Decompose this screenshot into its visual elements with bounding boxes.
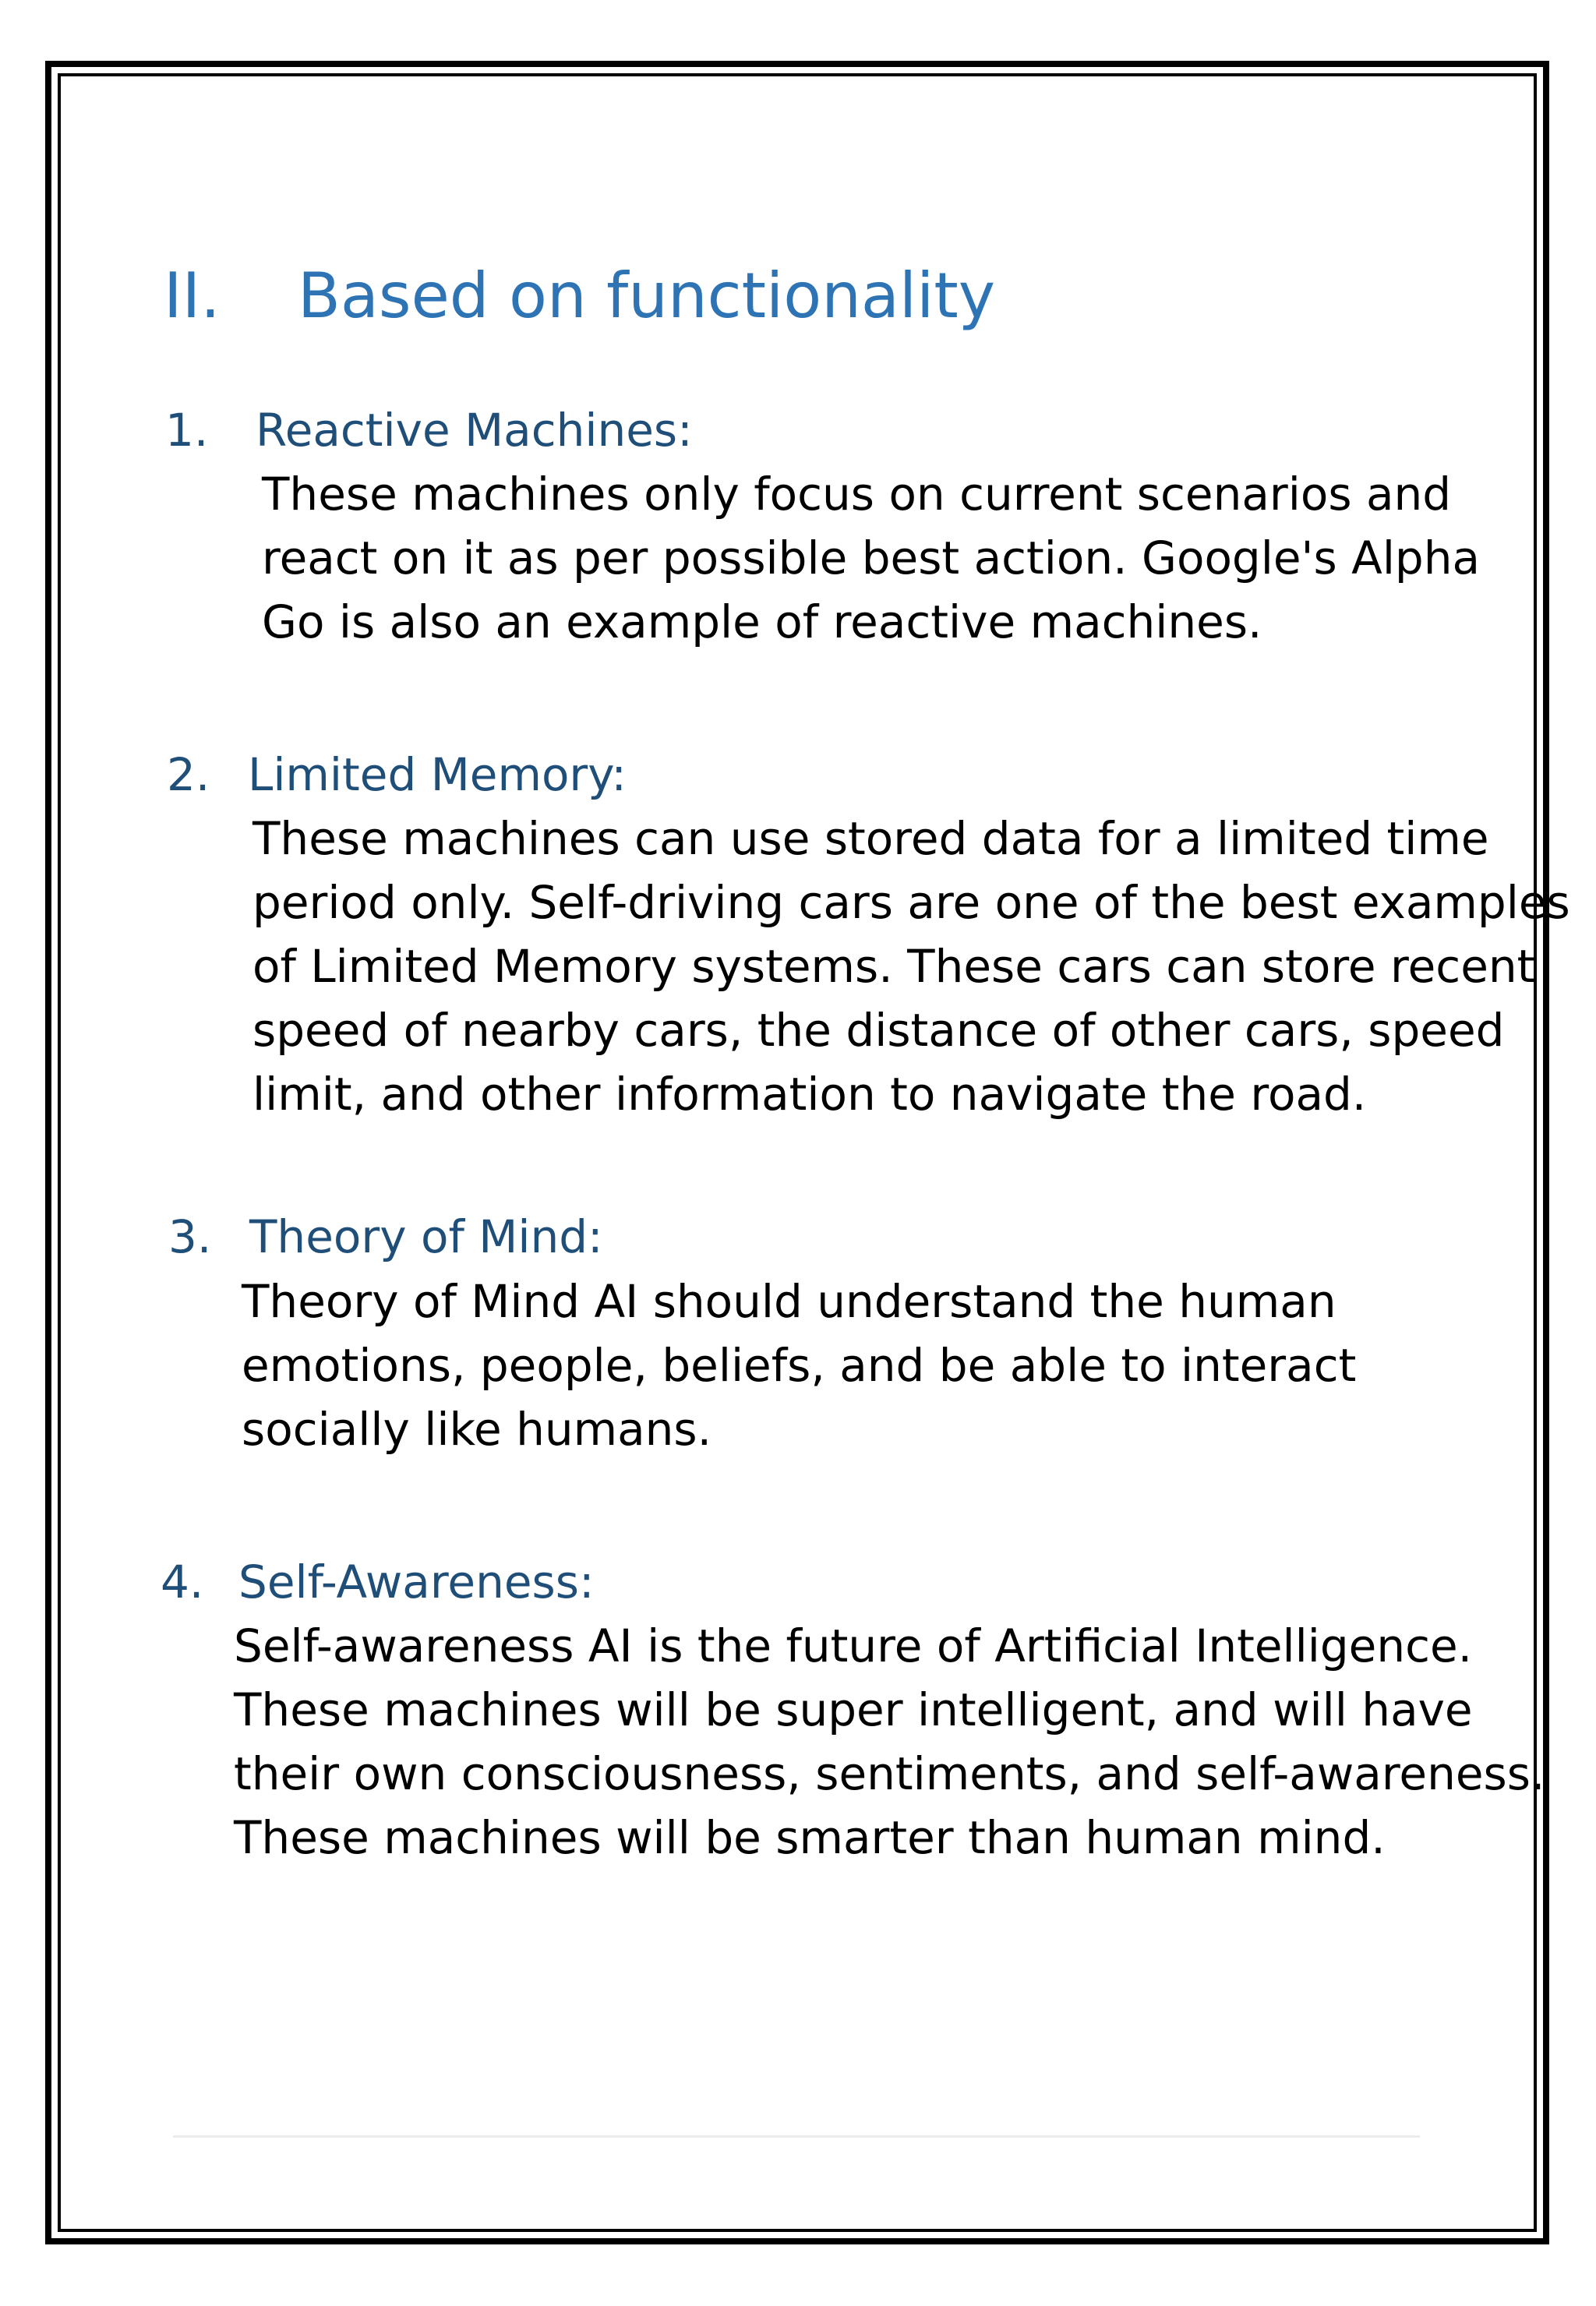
item-heading-limited-memory [167,743,627,807]
item-body-theory-of-mind [242,1270,1356,1461]
item-body-limited-memory [252,807,1570,1126]
item-body-reactive-machines [262,462,1480,654]
item-heading-self-awareness [161,1550,595,1614]
item-body-line: Theory of Mind AI should understand the human [242,1275,1336,1328]
item-body-line: period only. Self-driving cars are one of the best examples [252,876,1570,929]
item-body-line: limit, and other information to navigate the road. [252,1068,1367,1121]
item-body-line: emotions, people, beliefs, and be able to interact [242,1339,1357,1392]
item-body-line: their own consciousness, sentiments, and self-awareness. [234,1747,1545,1800]
item-heading-text: Self-Awareness: [238,1556,595,1609]
item-number: 2. [167,748,210,801]
item-heading-text: Limited Memory: [248,748,627,801]
item-number: 3. [168,1210,212,1263]
item-heading-theory-of-mind [168,1205,603,1269]
item-heading-text: Reactive Machines: [256,404,693,457]
section-title [164,253,995,339]
item-body-line: These machines can use stored data for a limited time [252,812,1489,865]
item-body-line: speed of nearby cars, the distance of other cars, speed [252,1004,1505,1057]
item-body-line: of Limited Memory systems. These cars can store recent [252,940,1535,993]
item-heading-reactive-machines [165,398,693,462]
footer-divider [173,2135,1420,2138]
item-body-line: These machines will be super intelligent, and will have [234,1683,1473,1736]
section-title-text: Based on functionality [298,260,996,332]
item-body-line: Self-awareness AI is the future of Artificial Intelligence. [234,1619,1473,1672]
item-body-line: These machines only focus on current scenarios and [262,468,1452,521]
item-body-line: react on it as per possible best action. Google's Alpha [262,531,1481,584]
item-body-line: socially like humans. [242,1403,712,1456]
item-body-self-awareness [234,1614,1545,1870]
item-number: 1. [165,404,209,457]
item-heading-text: Theory of Mind: [249,1210,603,1263]
section-number: II. [164,260,221,332]
item-body-line: Go is also an example of reactive machines. [262,595,1262,648]
item-body-line: These machines will be smarter than human mind. [234,1811,1386,1864]
item-number: 4. [161,1556,204,1609]
page-border-inner [58,73,1537,2232]
